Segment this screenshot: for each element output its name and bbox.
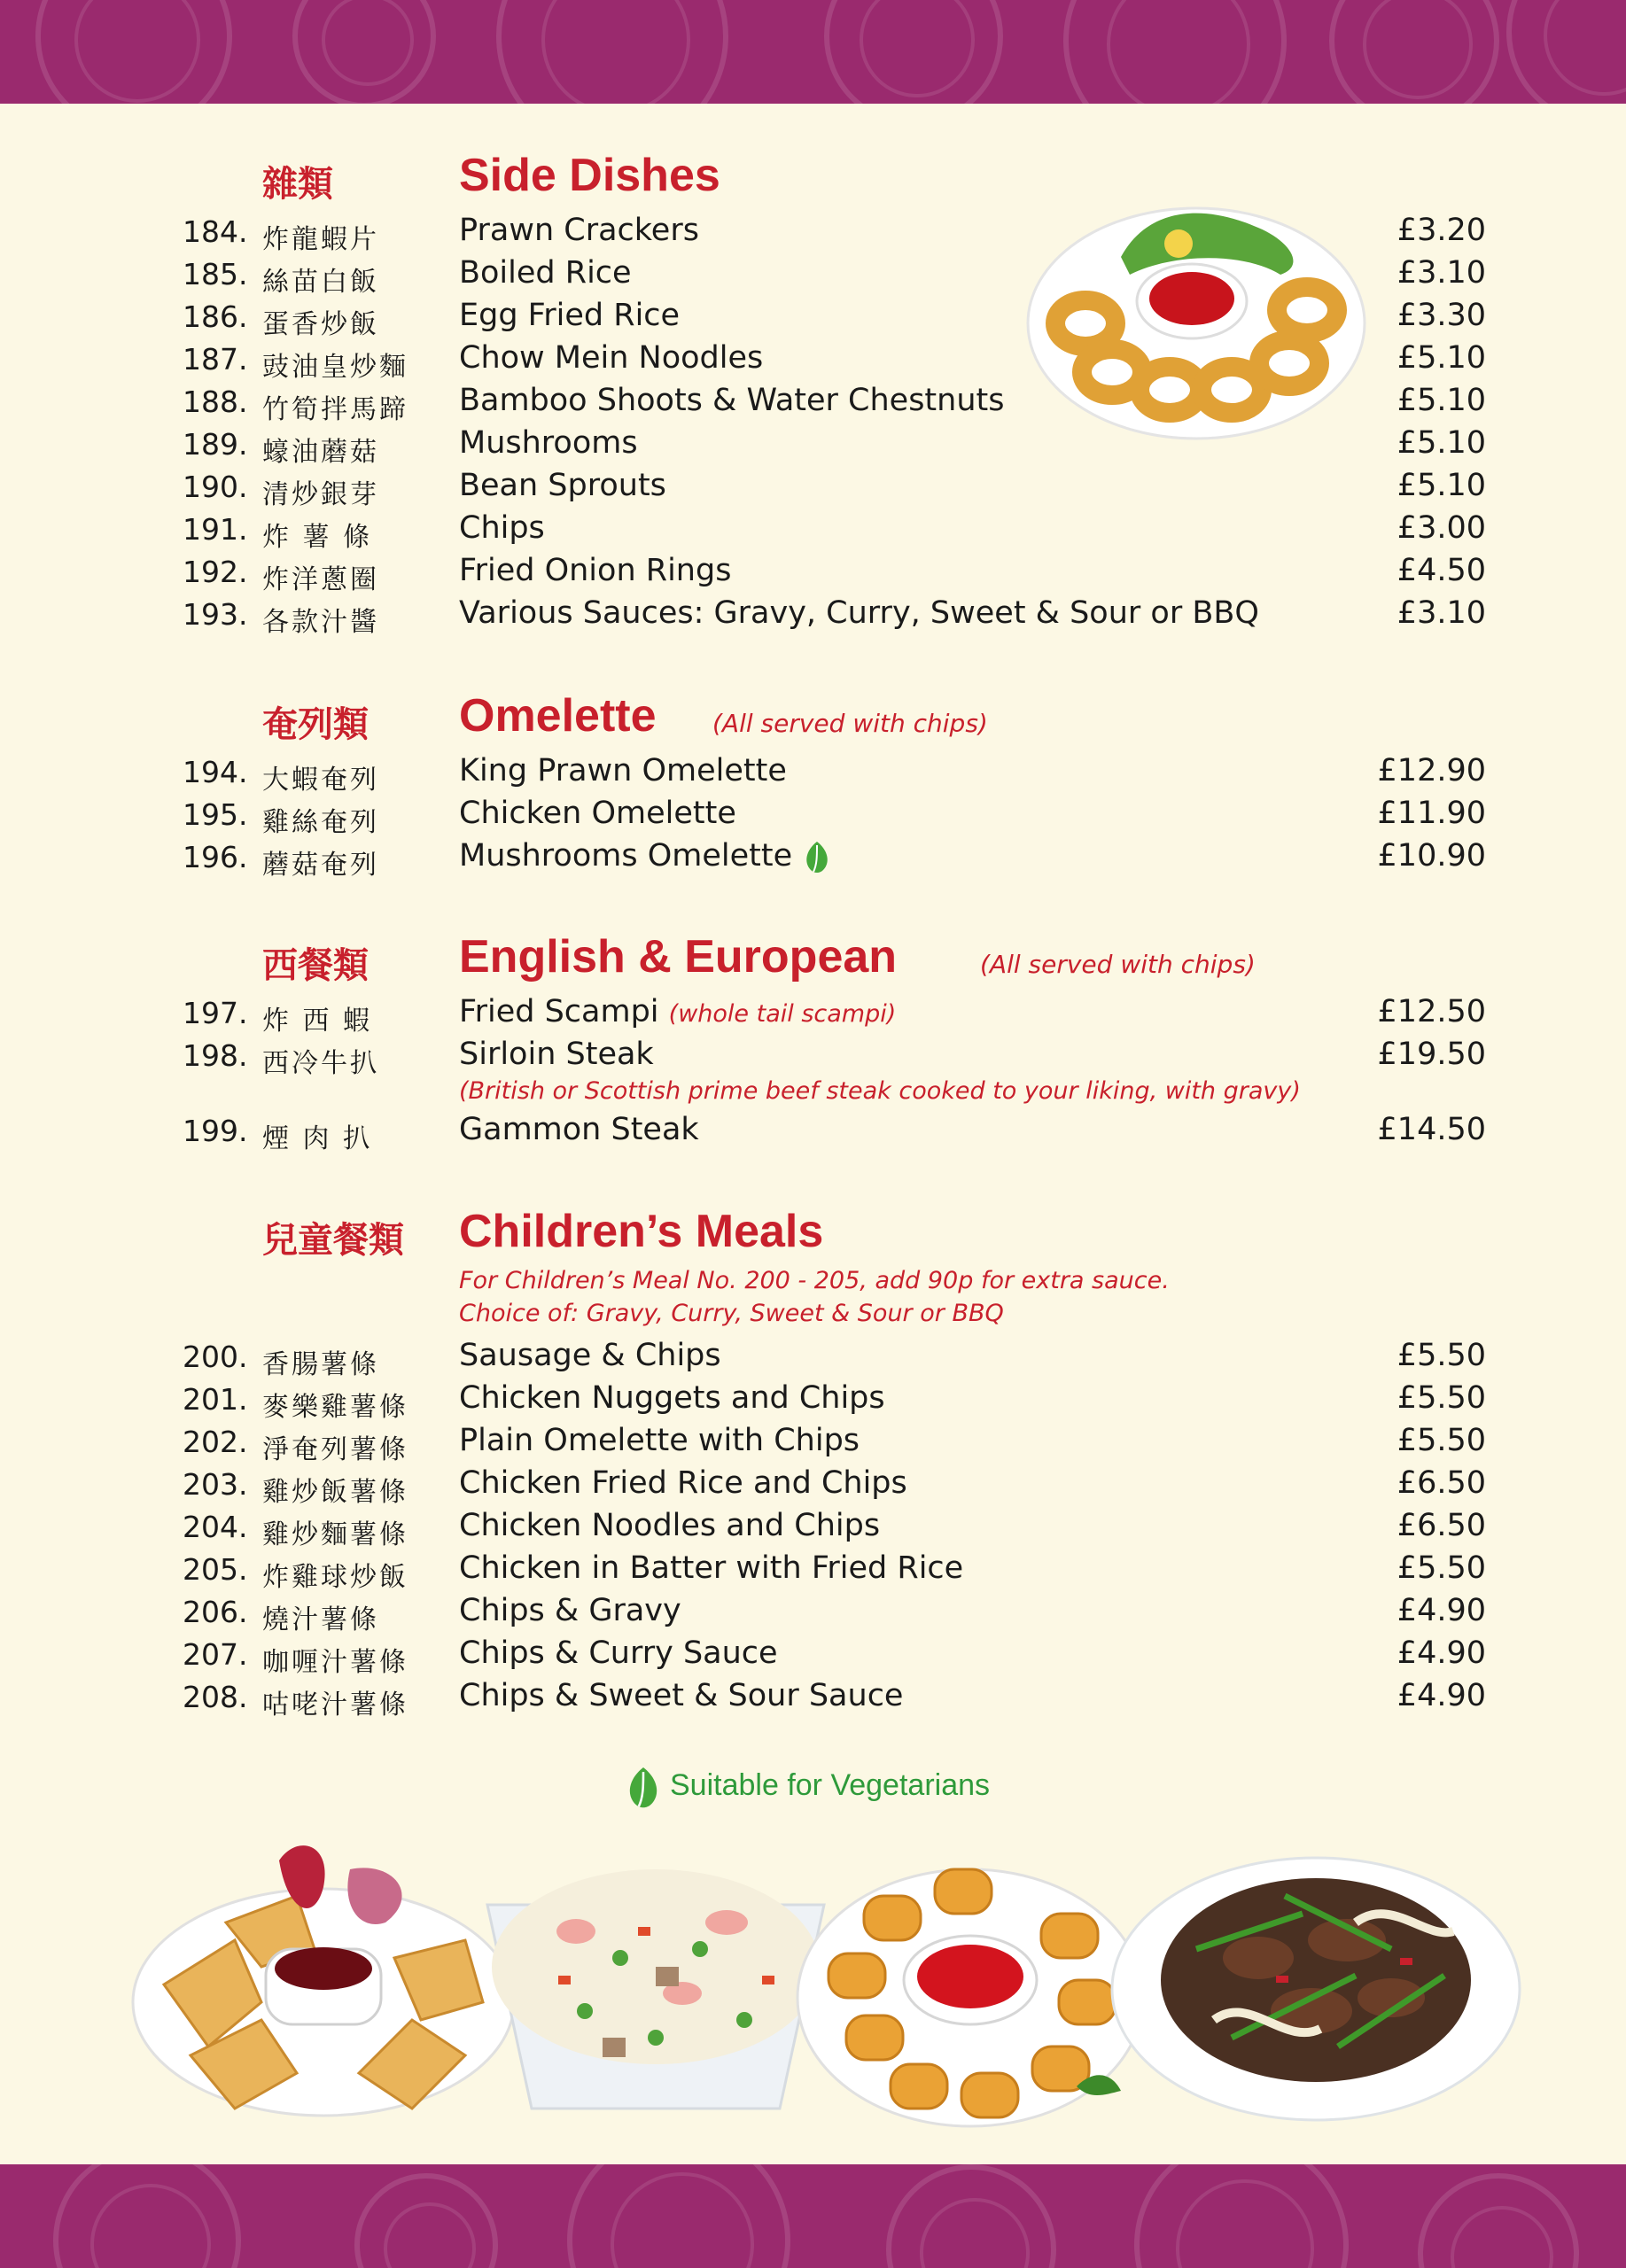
item-name: Sausage & Chips: [459, 1338, 721, 1373]
item-name: Chips & Gravy: [459, 1593, 681, 1628]
item-number: 197.: [183, 996, 248, 1030]
item-price: £5.10: [1396, 383, 1486, 418]
item-name-cn: 燒汁薯條: [262, 1604, 379, 1635]
item-name: Mushrooms: [459, 425, 638, 461]
item-price: £14.50: [1377, 1112, 1486, 1147]
onion-rings-photo: [1023, 190, 1369, 447]
item-price: £5.50: [1396, 1380, 1486, 1416]
omelette-subtitle: (All served with chips): [712, 709, 988, 738]
item-number: 189.: [183, 427, 248, 462]
children-title-cn: 兒童餐類: [262, 1220, 404, 1261]
item-price: £6.50: [1396, 1508, 1486, 1543]
english-subtitle: (All served with chips): [980, 950, 1256, 979]
item-price: £4.90: [1396, 1635, 1486, 1671]
item-name-cn: 蠔油蘑菇: [262, 437, 379, 468]
item-name: Fried Onion Rings: [459, 553, 732, 588]
item-number: 200.: [183, 1340, 248, 1374]
children-title: Children’s Meals: [459, 1206, 824, 1257]
item-name-cn: 炸雞球炒飯: [262, 1562, 408, 1593]
item-number: 187.: [183, 342, 248, 377]
item-name: Chow Mein Noodles: [459, 340, 764, 376]
item-price: £3.20: [1396, 213, 1486, 248]
item-name-cn: 炸龍蝦片: [262, 224, 379, 255]
english-title: English & European: [459, 931, 898, 983]
item-price: £5.50: [1396, 1550, 1486, 1586]
item-name-cn: 大蝦奄列: [262, 765, 379, 796]
item-name: Boiled Rice: [459, 255, 632, 291]
item-name: Various Sauces: Gravy, Curry, Sweet & Sour or BBQ: [459, 595, 1259, 631]
item-note: (whole tail scampi): [668, 1000, 897, 1028]
item-name-cn: 絲苗白飯: [262, 267, 379, 298]
item-price: £4.50: [1396, 553, 1486, 588]
item-number: 199.: [183, 1114, 248, 1148]
item-name-cn: 蛋香炒飯: [262, 309, 379, 340]
item-name: Bamboo Shoots & Water Chestnuts: [459, 383, 1005, 418]
bottom-decorative-band: [0, 2164, 1626, 2268]
item-name: Mushrooms Omelette: [459, 838, 793, 874]
chicken-nuggets-photo: [793, 1847, 1148, 2131]
item-name-cn: 清炒銀芽: [262, 479, 379, 510]
item-number: 186.: [183, 299, 248, 334]
item-price: £5.50: [1396, 1338, 1486, 1373]
item-number: 192.: [183, 555, 248, 589]
side-dishes-title: Side Dishes: [459, 150, 720, 201]
omelette-title: Omelette: [459, 690, 657, 742]
beef-stir-fry-photo: [1108, 1843, 1524, 2126]
item-number: 202.: [183, 1425, 248, 1459]
item-name: Chips & Curry Sauce: [459, 1635, 778, 1671]
vegetarian-label: Suitable for Vegetarians: [670, 1767, 991, 1802]
item-name-cn: 炸洋蔥圈: [262, 564, 379, 595]
item-number: 191.: [183, 512, 248, 547]
item-price: £3.30: [1396, 298, 1486, 333]
item-number: 194.: [183, 755, 248, 789]
item-name-cn: 淨奄列薯條: [262, 1434, 408, 1465]
item-price: £5.10: [1396, 468, 1486, 503]
item-name-with-note: [459, 994, 896, 1029]
item-number: 203.: [183, 1467, 248, 1502]
item-price: £4.90: [1396, 1593, 1486, 1628]
item-price: £5.10: [1396, 425, 1486, 461]
item-name: Plain Omelette with Chips: [459, 1423, 860, 1458]
item-number: 206.: [183, 1595, 248, 1629]
item-name-cn: 麥樂雞薯條: [262, 1392, 408, 1423]
item-description: (British or Scottish prime beef steak cooked to your liking, with gravy): [459, 1077, 1301, 1105]
item-number: 193.: [183, 597, 248, 632]
item-price: £12.50: [1377, 994, 1486, 1029]
leaf-icon: [802, 840, 832, 874]
item-name: Chicken Nuggets and Chips: [459, 1380, 885, 1416]
item-name: Gammon Steak: [459, 1112, 699, 1147]
item-price: £5.50: [1396, 1423, 1486, 1458]
item-name: Bean Sprouts: [459, 468, 666, 503]
side-dishes-title-cn: 雜類: [262, 164, 333, 205]
item-number: 184.: [183, 214, 248, 249]
item-name-with-veg: [459, 838, 832, 874]
english-title-cn: 西餐類: [262, 945, 369, 986]
item-name-cn: 咕咾汁薯條: [262, 1689, 408, 1720]
fried-rice-photo: [478, 1843, 833, 2126]
item-name-cn: 炸 西 蝦: [262, 1006, 373, 1037]
wonton-photo: [128, 1825, 518, 2126]
item-name: Chicken Fried Rice and Chips: [459, 1465, 907, 1501]
item-name: Sirloin Steak: [459, 1037, 654, 1072]
item-name: Chicken Noodles and Chips: [459, 1508, 881, 1543]
item-name: Chips: [459, 510, 545, 546]
item-number: 190.: [183, 470, 248, 504]
item-name: Fried Scampi: [459, 994, 659, 1029]
item-name-cn: 炸 薯 條: [262, 522, 373, 553]
item-number: 195.: [183, 797, 248, 832]
item-number: 205.: [183, 1552, 248, 1587]
item-name-cn: 雞絲奄列: [262, 807, 379, 838]
item-number: 185.: [183, 257, 248, 291]
item-price: £4.90: [1396, 1678, 1486, 1713]
item-price: £12.90: [1377, 753, 1486, 788]
item-price: £19.50: [1377, 1037, 1486, 1072]
item-price: £6.50: [1396, 1465, 1486, 1501]
item-price: £3.00: [1396, 510, 1486, 546]
item-number: 201.: [183, 1382, 248, 1417]
item-name-cn: 豉油皇炒麵: [262, 352, 408, 383]
item-price: £10.90: [1377, 838, 1486, 874]
item-name-cn: 煙 肉 扒: [262, 1123, 373, 1154]
item-name-cn: 各款汁醬: [262, 607, 379, 638]
omelette-title-cn: 奄列類: [262, 704, 369, 745]
item-number: 198.: [183, 1038, 248, 1073]
item-price: £3.10: [1396, 255, 1486, 291]
item-name-cn: 蘑菇奄列: [262, 850, 379, 881]
item-name: Chicken Omelette: [459, 796, 736, 831]
item-name-cn: 竹筍拌馬蹄: [262, 394, 408, 425]
children-note-sauce: For Children’s Meal No. 200 - 205, add 90p for extra sauce.: [459, 1267, 1170, 1294]
item-name-cn: 雞炒麵薯條: [262, 1519, 408, 1550]
item-number: 196.: [183, 840, 248, 874]
item-name-cn: 咖喱汁薯條: [262, 1647, 408, 1678]
item-price: £5.10: [1396, 340, 1486, 376]
item-number: 204.: [183, 1510, 248, 1544]
item-name: Chicken in Batter with Fried Rice: [459, 1550, 964, 1586]
item-price: £3.10: [1396, 595, 1486, 631]
item-name: Chips & Sweet & Sour Sauce: [459, 1678, 904, 1713]
children-note-choice: Choice of: Gravy, Curry, Sweet & Sour or BBQ: [459, 1300, 1004, 1327]
item-name-cn: 香腸薯條: [262, 1349, 379, 1380]
leaf-icon: [624, 1765, 663, 1809]
vegetarian-legend: [624, 1765, 990, 1809]
top-decorative-band: [0, 0, 1626, 104]
item-price: £11.90: [1377, 796, 1486, 831]
item-number: 188.: [183, 384, 248, 419]
item-name-cn: 西冷牛扒: [262, 1048, 379, 1079]
item-name: Egg Fried Rice: [459, 298, 681, 333]
item-name-cn: 雞炒飯薯條: [262, 1477, 408, 1508]
item-number: 207.: [183, 1637, 248, 1672]
item-name: Prawn Crackers: [459, 213, 699, 248]
item-number: 208.: [183, 1680, 248, 1714]
item-name: King Prawn Omelette: [459, 753, 787, 788]
